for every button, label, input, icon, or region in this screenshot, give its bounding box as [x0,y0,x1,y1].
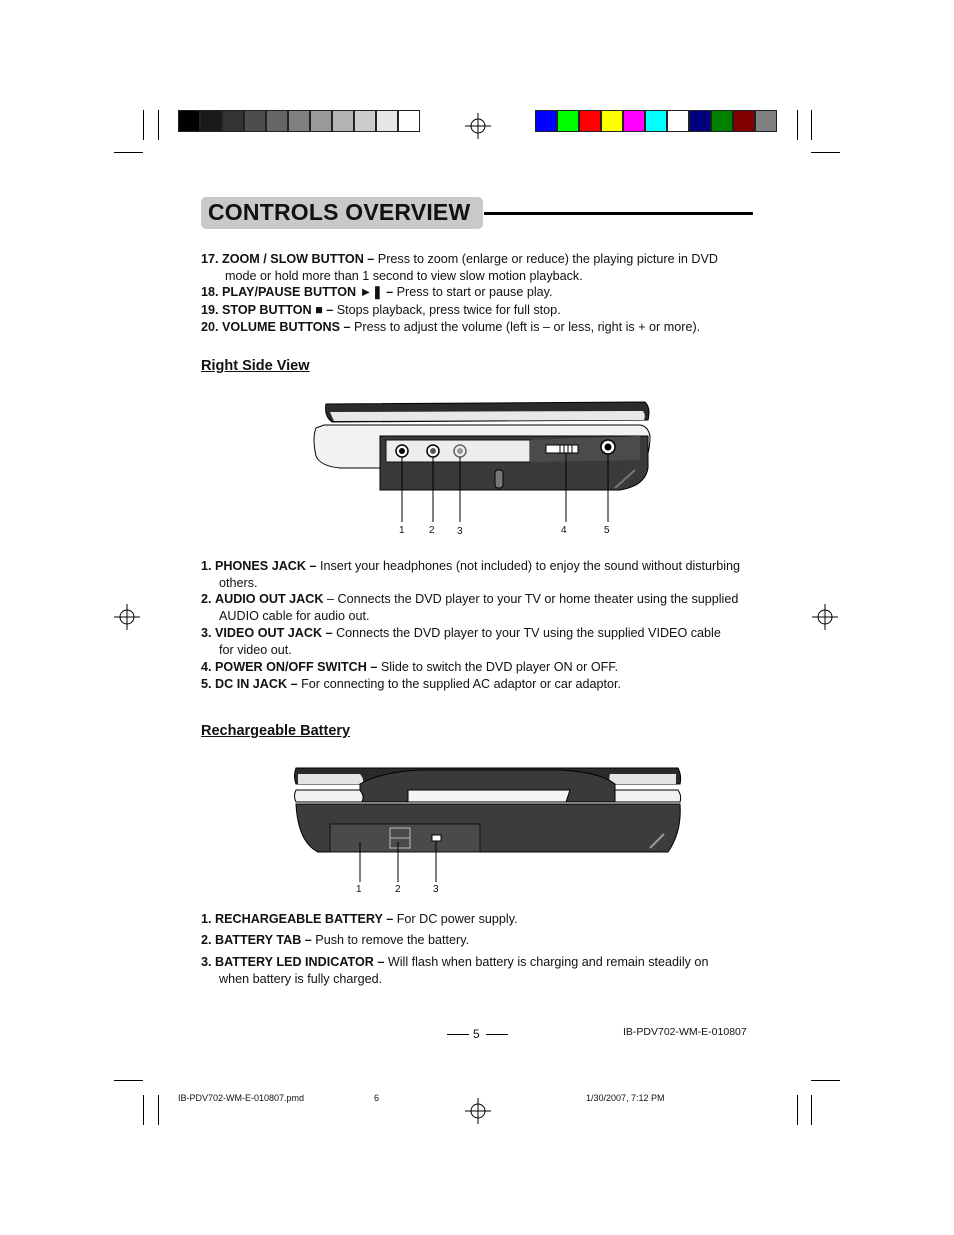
color-swatch [667,110,689,132]
registration-mark-icon [114,604,140,630]
dvd-player-battery-illustration [290,762,685,892]
gray-swatch [200,110,222,132]
color-swatch [535,110,557,132]
list-item-phones-jack: 1. PHONES JACK – Insert your headphones (not included) to enjoy the sound without disturbing others. [201,559,741,590]
gray-swatch [288,110,310,132]
callout-label: 1 [399,525,405,536]
color-swatch [689,110,711,132]
gray-swatch [222,110,244,132]
list-item-power-switch: 4. POWER ON/OFF SWITCH – Slide to switch the DVD player ON or OFF. [201,660,619,674]
registration-mark-icon [465,1098,491,1124]
dvd-player-right-side-illustration [310,398,655,540]
callout-label: 5 [604,525,610,536]
gray-swatch [310,110,332,132]
slug-file-name: IB-PDV702-WM-E-010807.pmd [178,1093,305,1103]
gray-swatch [398,110,420,132]
color-swatch [755,110,777,132]
color-swatch [557,110,579,132]
color-swatch [733,110,755,132]
list-item-18: 18. PLAY/PAUSE BUTTON ►❚ – Press to start or pause play. [201,285,553,299]
gray-swatch [244,110,266,132]
callout-label: 1 [356,884,362,895]
title-rule [484,212,753,215]
gray-swatch [354,110,376,132]
section-heading-right-side: Right Side View [201,358,310,374]
slug-timestamp: 1/30/2007, 7:12 PM [586,1093,665,1103]
color-swatch [623,110,645,132]
callout-label: 4 [561,525,567,536]
list-item-19: 19. STOP BUTTON ■ – Stops playback, press twice for full stop. [201,303,561,317]
callout-label: 3 [457,526,463,537]
gray-swatch [178,110,200,132]
list-item-rechargeable-battery: 1. RECHARGEABLE BATTERY – For DC power supply. [201,912,518,926]
gray-swatch [332,110,354,132]
gray-swatch [266,110,288,132]
color-swatch [601,110,623,132]
color-swatch [711,110,733,132]
slug-sheet-number: 6 [374,1093,380,1103]
callout-label: 3 [433,884,439,895]
page-number: 5 [473,1027,480,1041]
page-number-rule-right [486,1034,508,1035]
registration-mark-icon [465,113,491,139]
doc-code: IB-PDV702-WM-E-010807 [623,1026,747,1038]
list-item-video-out-jack: 3. VIDEO OUT JACK – Connects the DVD player to your TV using the supplied VIDEO cable for video out. [201,626,721,657]
list-item-20: 20. VOLUME BUTTONS – Press to adjust the volume (left is – or less, right is + or more). [201,320,701,334]
list-item-17: 17. ZOOM / SLOW BUTTON – Press to zoom (enlarge or reduce) the playing picture in DVD mode or hold more than 1 second to view slow motion playback. [201,252,719,283]
list-item-dc-in-jack: 5. DC IN JACK – For connecting to the supplied AC adaptor or car adaptor. [201,677,622,691]
list-item-battery-led: 3. BATTERY LED INDICATOR – Will flash when battery is charging and remain steadily on when battery is fully charged. [201,955,709,986]
section-heading-battery: Rechargeable Battery [201,723,351,739]
gray-swatch [376,110,398,132]
color-swatch [645,110,667,132]
page-number-rule-left [447,1034,469,1035]
page-title: CONTROLS OVERVIEW [208,199,471,225]
callout-label: 2 [429,525,435,536]
list-item-audio-out-jack: 2. AUDIO OUT JACK – Connects the DVD player to your TV or home theater using the supplied AUDIO cable for audio out. [201,592,739,623]
registration-mark-icon [812,604,838,630]
color-swatch [579,110,601,132]
callout-label: 2 [395,884,401,895]
list-item-battery-tab: 2. BATTERY TAB – Push to remove the battery. [201,933,470,947]
